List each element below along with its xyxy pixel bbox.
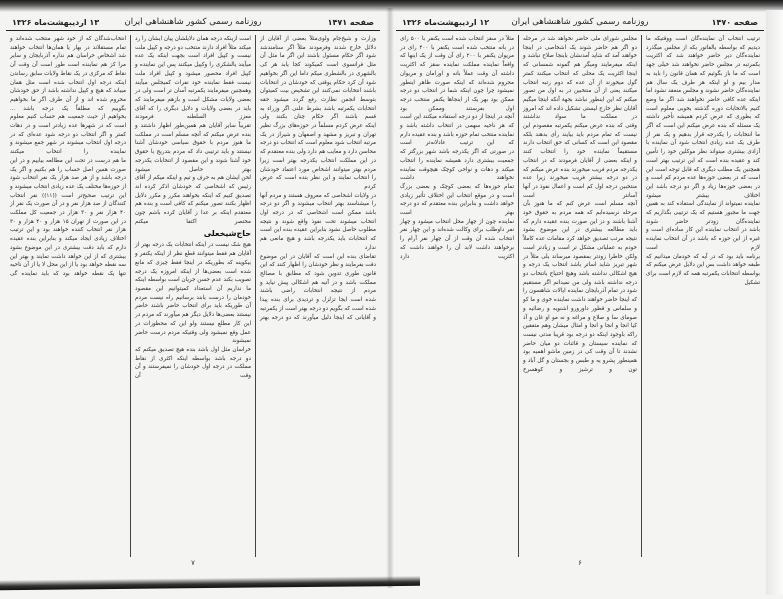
- paragraph: تقاضای بنده این است که آقایان در این موضوع دقت بفرمایند و نظر خودشان را اظهار کنند که این قانون طوری تدوین شود که مطابق با مصالح مملکت باشد و در آتیه هم اشکالی پیش نیاید و مردم از نتیجه انتخابات راضی باشند: [260, 253, 376, 295]
- paragraph: و اینکه بعضی از آقایان فرمودند که در انتخاب یکدرجه مردم فریب میخورند بنده عرض میکنم که در دو درجه بیشتر فریب میخورند زیرا عده منتخبین درجه اول کم است و اعمال نفوذ در آنها آسانتر است: [523, 157, 637, 199]
- paragraph: بیشتری که از این خواهد داشت تمایند و بهتر این سه نقطه خواهد بود یا از این محل لا یا از آن ناحیه تنها یک نقطه خواهد بود که باید نماینده گی: [10, 253, 126, 277]
- column-2: [131, 35, 256, 557]
- page-number: ۶: [578, 559, 582, 567]
- right-page: [396, 14, 764, 584]
- paragraph: باشد در انتخاب نماینده این کار ساده‌ای است و غیره از این حوزه که باشد در آن انتخاب نماینده لازم است: [646, 227, 760, 251]
- paragraph: در این صورت از تهران ۱۵ هزار و ۴۰ هزار و ۳۰ هزار نفر انتخاب کننده خواهند بود و این ترتیب اختلاف زیادی ایجاد میکند و بنابراین بنده عقیده دارم که باید دقت بیشتری در این موضوع بشود: [10, 218, 127, 251]
- paragraph: مثلاً در سقز انتخاب شده است یکنفر با ۵۰۰ رای در بانه منتخب شده است یکنفر با ۴۰۰ رای در مریوان یکنفر با ۲۰۰ رای آن وقت از یک اینها که واقعاً نماینده مملکت نماینده سقز که اکثریت داشته آن وقت عملاً بانه و اورامان و مریوان محروم شده‌اند که اینکه صورت ظاهر اینطور نمیشود چرا چون اینکه شما در انتخاب دو درجه ممکن بود بهر یک از اینجاها یکنفر منتخب درجه اول بفرستند وممکن بود: [400, 36, 514, 112]
- paragraph: ترتیب انتخاب آن نماینده‌گان است ووقتیکه ما دیدیم که بواسطه یالفاتور یکه از مجلس میگذرد نماینده‌گان دیر حاضر خواهند شد که اکثریت بکمرتبه در مجلس حاضر نخواهند شد خیلی جهد است که ما باز بگوئیم که همان قانون را باید به مدار بیم و لو اینکه هر طرف یک سال هم نماینده‌گان حاضر نشوند و مجلس منعقد نشود اما اینکه عده کافی حاضر نخواهند شد اگر ما وضع کنیم بالاتخابات دوره گذشته بخوبی معلوم است که بطوری که عرض کردم همیشه تأخیر داشته: [646, 36, 760, 121]
- issue-date: ۱۲ اردیبهشت‌ماه ۱۳۲۶: [402, 17, 490, 27]
- paragraph: تقریباً سایر آقایان هم همین‌طور اظهار داشتند و بنده عرض میکنم که آنچه مسلم است در مملکت ما هنوز مردم با حقوق سیاسی خودشان آشنا نیستند و باید ترتیبی داد که مردم بتدریج با حقوق خود آشنا شوند و این مقصود از انتخابات یکدرجه بهتر حاصل میشود: [135, 123, 251, 173]
- paragraph: آنچه مسلم است عرض کنم که ما هنوز بآن مرحله نرسیده‌ایم که همه مردم به حقوق خود آشنا باشند و در این صورت بنده عقیده دارم که باید مطالعه بیشتری در این موضوع بشود: [523, 201, 637, 234]
- paragraph: برنامه باید بود که در آیه که خودمان میدانیم که طبقه خواهد داشت بس این دلایل عرض میکنم که بواسطه انتخابات یکمرتبه همه که لازم است برای تشکیل: [646, 253, 760, 286]
- column-3: [396, 35, 519, 557]
- paragraph: هیچ شک نیست در اینکه انتخابات یک درجه بهتر از آقایان هم فقط میتوانند قطع نظر از اینکه یکنفر و بیکوینه که بطوریکه در اینجا فقط چیزی که مانع شده است بعضی‌ها از اینکه امروزه یک درجه تصویب بکند عدم حسن جریان است بواسطه اینکه ما نداریم آن استعداد کمیتوانیم این مقصود خودمان را درست یابند برسانیم راه نیست مردم آن طوریکه باید برای انتخاب حاضر باشند حاضر نیستند بعضی‌ها دلایل دیگر هم میآورند که مردم در این کار مطلع نیستند ولو این که محظورات در عمل وقع نمیشود ولی وقتیکه مردم درست حاضر نمیشوند: [135, 242, 251, 345]
- publication-title: روزنامه رسمی کشور شاهنشاهی ایران: [511, 17, 649, 27]
- paragraph: خراسان مثل اول باشد بنده هیچ تصدیق میکنم که دو درجه باشد بواسطه اینکه اکثری از نقاط مملکت در درجه اول خودشان را نمیفرستند و آن وقت آن: [135, 346, 251, 380]
- paragraph: بخواهیم از حیث جمعیت هم حساب کنیم معلوم است که در شهرها عده زیادتر است و در دهات کمتر و اگر انتخاب دو درجه شود عده‌ای که در درجه اول انتخاب میشوند در شهر جمع میشوند و نماینده را انتخاب میکنند: [10, 114, 126, 156]
- page-label: صفحه ۱۴۷۱: [327, 17, 374, 27]
- paragraph: است ازینکه درجه همان دلایلشان پیان ایشان را رد میکند مثلاً افراد دارند منتخب دو درجه و کپیل ملت نیست و کپیل افراد است بجهت اینکه یک عده میآیند یالشکری را وکپیل میکنند پس این نماینده و کپیل افراد محصور میشود و کپیل افراد ملت نیست فقط نماینده خود نفرات کمیجلس میآیند وهمچنین میفرمایند یکمرتبه آسان تر است ولی در بعضی ولایات مشکل است و بازهم میفرمایند که باید در بعضی ولایات و دلایل دیگری را که آقای معزز السلطنه فرمودند: [135, 36, 251, 121]
- paragraph: تمام حوزه‌ها که بعضی کوچک و بعضی بزرگ است و در موقع انتخاب این اختلاف تأثیر زیادی خواهد داشت و بنابراین بنده معتقدم که دو درجه بهتر است: [400, 183, 514, 217]
- book-gutter: [386, 8, 394, 588]
- paragraph: ما هم درست در تحت این مطالعه بیاییم و در این صورت همین اصل حساب را هم بکنیم و اگر یک درجه باشد و از هر صد هزار یک نفر انتخاب شود از حوزه‌ها مختلف یک عده زیادی انتخاب میشوند و این ترتیب صحیح‌تر است ((۱۱)) نفر انتخاب کنندگان از صد هزار نفر و در آن صورت یک نفر از ۴۰ هزار نفر و ۳۰ هزار در جمعیت کل مملکت: [10, 157, 126, 217]
- scan-right-edge: [766, 10, 783, 595]
- left-page: [6, 14, 380, 584]
- paragraph: مجلس شورای ملی حاضر نخواهد شد در مرحله دو اگر هم حاضر شوند یک اشخاصی در اینجا خواهند آمد که شاید آمدنشان باینجا صلاح نباشد و اینکه میفرمایند ومیگر هم گمونه شمسانی که اینجا اکثریت یک محلی که انتخاب میکنند کمتر گول میخورند از آن عده که دوم رتبه انتخاب میکنند یعنی از آن منتخبین در به اول من تصور میکنم که این اینطور نباشد بجهة آنکه اینجا میگیم آقایان نظر خارج لیستی تشکیل داده اند که امروز در مملکت ما سواد نداشتند: [523, 36, 637, 121]
- paragraph: وزارت و شیخ‌جام ولوی‌مثلاً بعضی از آقایان از دلائل خارج شدند وفرمودند مثلاً اگر سنامندشد شود اگر حکام مسئول باشند این اگر ما مثل آن مثل فرانسوی است کمیکوند کجا یابد هر کی بالشهری در بالشطری میکم داما این اگر بخواهیم شود آن کرد حکام یوقتی که خودشان در انتخابات باشند انتخابات نمی‌کنند این تشخیص بیت کمیتوان بتوسط انجمن نظارت رفع گردد میشود حقه انتخابات یکمرتبه باشد بشرط علنی اگر وزراء به قسم باشند اگر حکام چنان بکنند ولی: [260, 36, 376, 121]
- paragraph: همچنین یک مطلب دیگری که قابل توجه است این است که در بعضی حوزه‌ها عده مردم کم است و در بعضی حوزه‌ها زیاد و اگر دو درجه باشد این اختلاف بیشتر میشود: [646, 166, 760, 199]
- right-page-header: [396, 14, 764, 31]
- paragraph: در صورتی که اگر یکدرجه باشد شهر بزرگتر که جمعیت بیشتری دارد همیشه نماینده را انتخاب میکند و دهات و نواحی کوچک هیچوقت نماینده نخواهند داشت: [400, 149, 514, 182]
- paragraph: انتخاب‌شدگان که از خود شهر منتخب شده‌اند و تمام مستقلاند در بهار یا همان‌ها انتخاب خواهند شد اشخاص خراسان هم نداره آذربایجان و سایر مرا کز هم نماینده است طور است آن وقت آن نقاط که مرکزی در یک نقاط ولایات سابق رساندن اینکه درجه اول انتخاب شده است مثل همان میباند که هیچ و کپیل نداشته باشد از حق خودشان محروم شده اند و از آن طرف اگر ما بخواهیم بگوییم که مطلقاً یک درجه باشد ...: [10, 36, 126, 112]
- issue-date: ۱۳ اردیبهشت‌ماه ۱۳۲۶: [12, 17, 100, 27]
- paragraph: اینکه عرض کردم مسلماً در حوزه‌های بزرگ نظیر تهران و تبریز و مشهد و اصفهان و شیراز در یک مرتبه انتخاب شود معلوم است که انتخاب دو درجه محاسن دارد و معایب هم دارد ولی بنده معتقدم که در این مملکت انتخاب یکدرجه بهتر است زیرا مردم بهتر میتوانند اشخاص مورد اعتماد خودشان را انتخاب نمایند و این نظر بنده است که عرض کردم: [259, 123, 376, 190]
- paragraph: یک مسئله که بنده عرض میکنم این است که اگر ما انتخابات را یکدرجه قرار بدهیم و یک نفر از طرف یک عده زیادی انتخاب شود آن نماینده با آزادی بیشتری میتواند نظر موکلین خود را تأمین کند و عقیده بنده است که این ترتیب بهتر است: [646, 123, 760, 164]
- column-1: [256, 35, 380, 557]
- right-page-columns: [396, 35, 764, 557]
- paragraph: وقتی که بنده عرض میکنم یکمرتبه مقصودم این نیست که تمام مردم باید بیایند رأی بدهند بلکه مقصود این است که کسانی که حق انتخاب دارند مستقیماً نماینده خود را انتخاب کنند: [523, 123, 637, 156]
- paragraph: آنچه در اینجا از دو درجه استفاده میکنند این است که هر ناحیه سهمی در انتخاب داشته باشد و نماینده منتخب تمام حوزه باشد و بنده عقیده دارم که این ترتیب عادلانه‌تر است: [400, 114, 514, 147]
- left-page-header: [6, 14, 380, 31]
- page-label: صفحه ۱۴۷۰: [711, 17, 758, 27]
- paragraph: نماینده نمیتواند از نمایندگی استفاده کند به همین جهت ما مجبور هستیم که یک ترتیبی بگذاریم که نماینده‌گان زودتر حاضر شوند: [646, 201, 760, 225]
- paragraph: شده است ایجا تزلزل و تردیدی برای بنده پیدا شده است که بگویم دو درجه بهتر است از یکمرتبه و آقایانی که اینجا دلیل میآورند که دو درجه بهتر: [260, 297, 376, 321]
- publication-title: روزنامه رسمی کشور شاهنشاهی ایران: [124, 17, 262, 27]
- left-page-columns: [6, 35, 380, 557]
- paragraph: نتیجه مرتب تصدیق خواهد کرد مقامات عده کاملاً خودم به عملیاتی مشکل تر است و زیادتر است ولکن خاطرا زودتر بمقصود میرساند یلی مثلاً در شهر تبریز شاید اساتر باشد انتخاب یک درجه و هیچ اشکالی نداشته باشد وهیچ احتیاج بانتخاب دو درجه نداشته باشد ولی من نمیدانم اگر مستقیم شود در تمام آذربایجان نماینده ایالات شاهسون را که اینجا حاضر خواهند داشت نماینده خوی و ما کو و سلماس و قطور داورورو اشنویه و رضائیه و صومای سا و صلاع و مراغه و نه مو او غان و آذ کیا انجا و انجا و انجا و امثال میشان وهم متفقین راکه باوجود اینکه دو درجه بود قریبا مدتی نیست که نماینده سیستان و قائنات دو میان حاضر نشدند تا آن وقت کی در زمین ماشو اهمیه بود همینطور پشرو یه و طبس و بجستان و گل آباد و تون و ترشیز و کوهسرخ: [523, 236, 637, 373]
- paragraph: در ولایات اشخاصی که معروف هستند و مردم آنها را میشناسند بهتر انتخاب میشوند و اگر دو درجه باشد ممکن است اشخاصی که در درجه اول انتخاب میشوند تحت نفوذ واقع شوند و نتیجه مطلوب حاصل نشود بنابراین عقیده بنده این است که انتخابات باید یکدرجه باشد و هیچ مانعی هم ندارد: [260, 192, 376, 251]
- column-2: [519, 35, 642, 557]
- page-number: ۷: [191, 559, 195, 567]
- column-1: [642, 35, 764, 557]
- column-3: [6, 35, 131, 557]
- paragraph: نماینده چون از چهار محل انتخاب میشود و چهار نفر داوطلب برای وکالت شده‌اند و این چهار نفر انتخاب شده آن وقت از آن چهار نفر آرام را برخواهند داشت لابد آن را خواهند داشت که اکثریت دارد: [400, 218, 514, 260]
- paragraph: لحن ایشان هم به حرف و تیم و اینکه میکم از آقای رئیس که اشخاصی که خودشان اذکر کرده اند تصدیق کنیم که اینکه بخواهند مکرر و مکرر دلایل اظهار بکنند تصور میکنم که کافی است و بنده هم معتقدم اینکه بر عدا ز آقایان کرده باشم چون مختصر اکتفا میکنم: [135, 175, 251, 225]
- speaker-subheading: حاج‌شیخعلی: [203, 229, 251, 239]
